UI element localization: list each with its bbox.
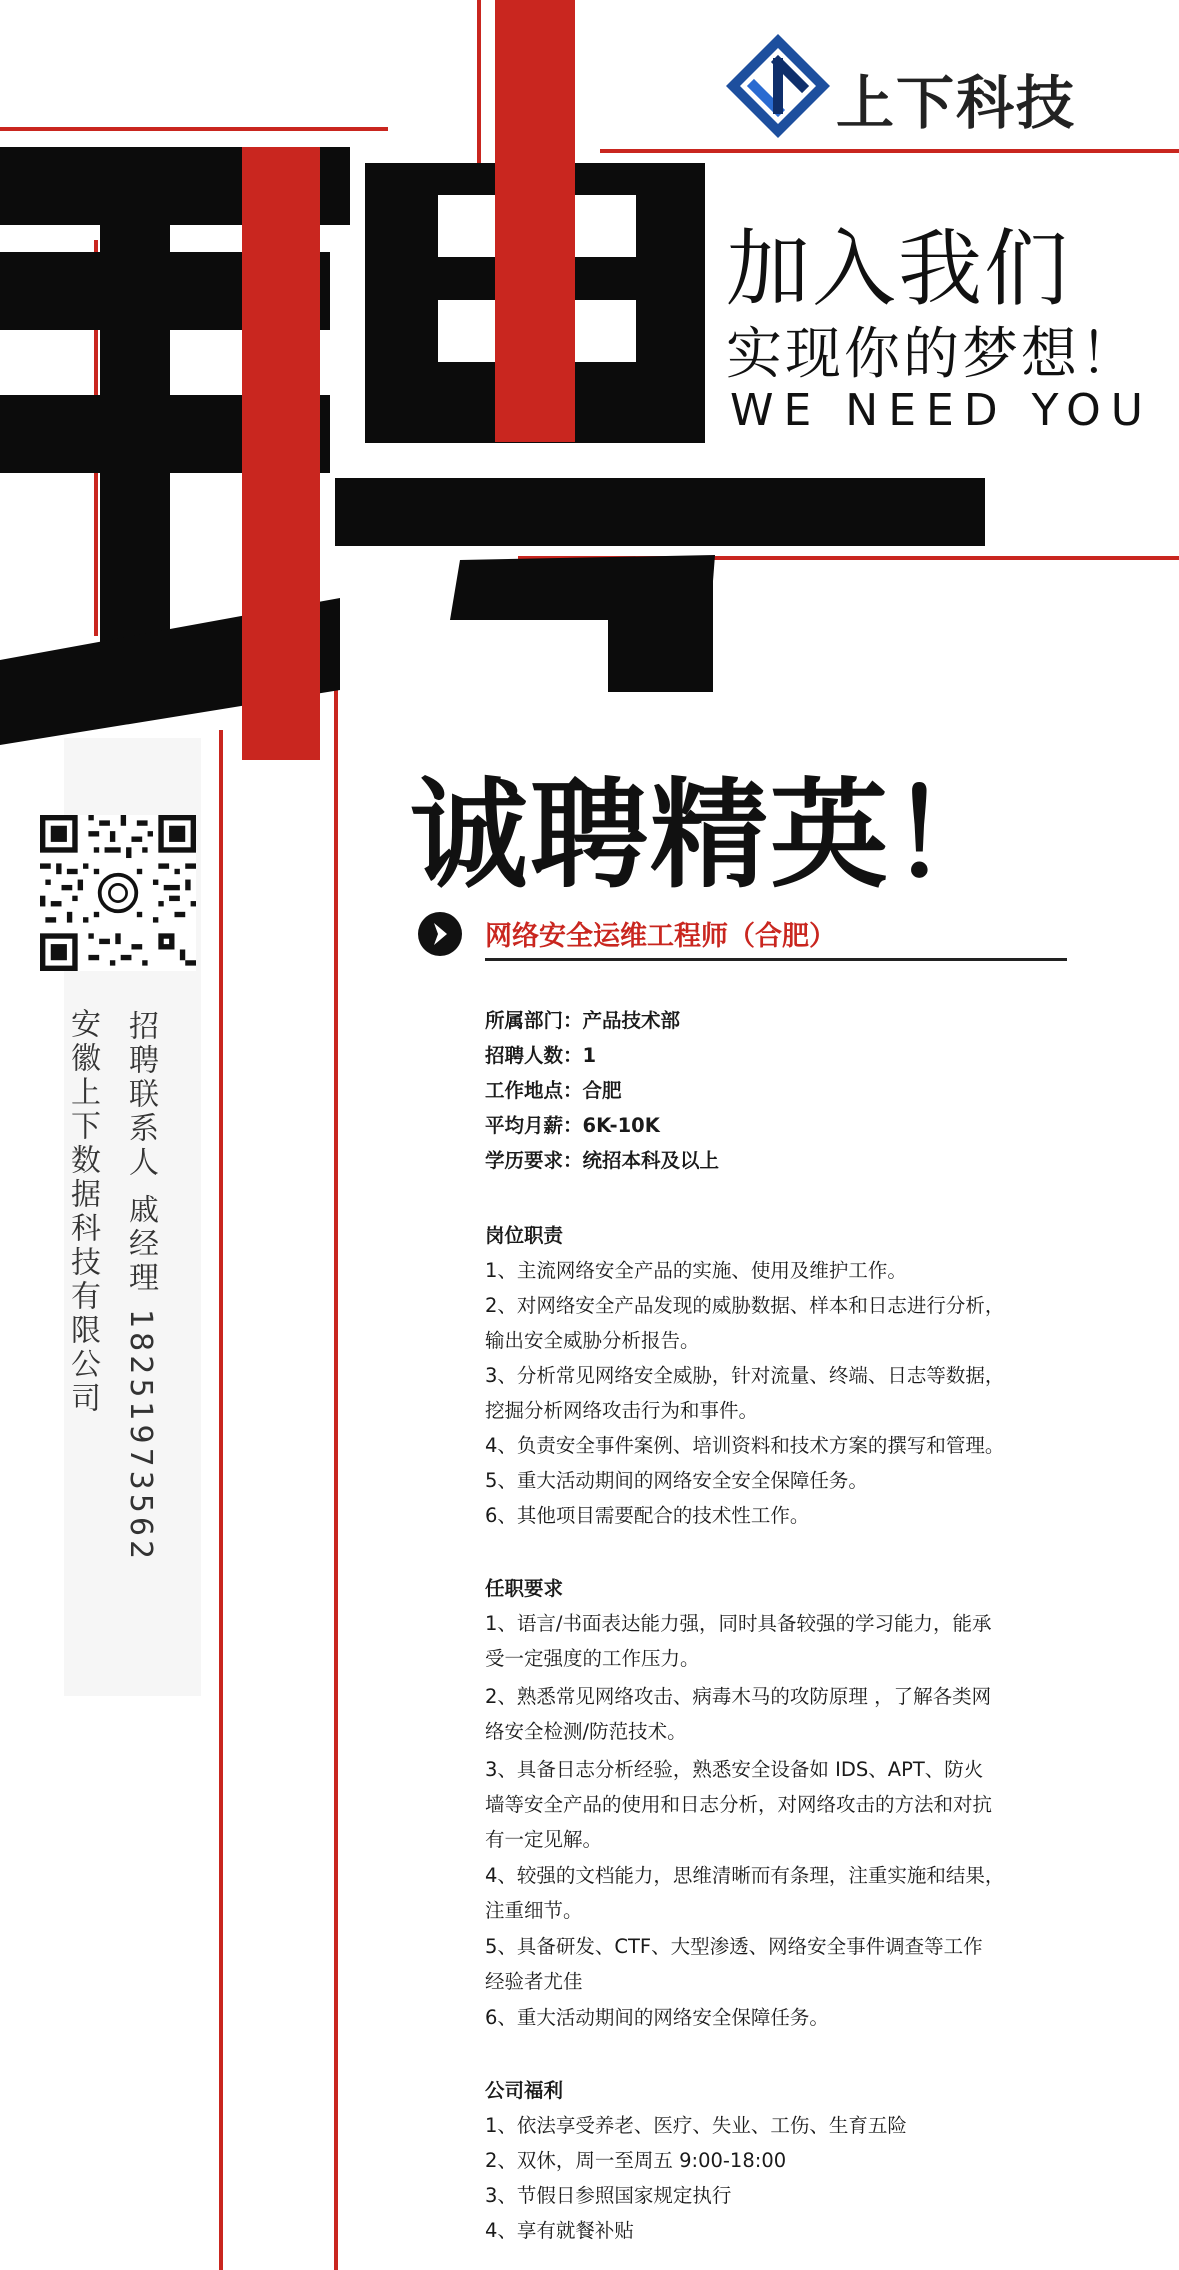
red-line-right-of-bar: [334, 680, 338, 2270]
requirements-line: 络安全检测/防范技术。: [485, 1720, 687, 1743]
info-headcount: 招聘人数：1: [485, 1044, 597, 1067]
requirements-heading: 任职要求: [485, 1577, 564, 1600]
requirements-line: 受一定强度的工作压力。: [485, 1647, 700, 1670]
benefits-line: 3、节假日参照国家规定执行: [485, 2184, 732, 2207]
requirements-line: 经验者尤佳: [485, 1970, 583, 1993]
requirements-line: 注重细节。: [485, 1899, 583, 1922]
position-title: 网络安全运维工程师（合肥）: [485, 921, 836, 952]
duties-line: 3、分析常见网络安全威胁，针对流量、终端、日志等数据，: [485, 1364, 1005, 1387]
logo-mark-icon: [726, 34, 830, 138]
info-location: 工作地点：合肥: [485, 1079, 622, 1102]
duties-line: 6、其他项目需要配合的技术性工作。: [485, 1504, 810, 1527]
benefits-heading: 公司福利: [485, 2079, 564, 2102]
duties-line: 输出安全威胁分析报告。: [485, 1329, 700, 1352]
slogan-we-need-you: WE NEED YOU: [730, 385, 1153, 436]
requirements-line: 4、较强的文档能力，思维清晰而有条理，注重实施和结果，: [485, 1864, 1005, 1887]
company-full-name: 安徽上下数据科技有限公司: [65, 1008, 100, 1416]
requirements-line: 5、具备研发、CTF、大型渗透、网络安全事件调查等工作: [485, 1935, 983, 1958]
chevron-right-icon: [418, 912, 462, 956]
requirements-line: 2、熟悉常见网络攻击、病毒木马的攻防原理 ，了解各类网: [485, 1685, 992, 1708]
duties-line: 挖掘分析网络攻击行为和事件。: [485, 1399, 759, 1422]
duties-line: 4、负责安全事件案例、培训资料和技术方案的撰写和管理。: [485, 1434, 1005, 1457]
title-divider: [485, 958, 1067, 961]
info-salary: 平均月薪：6K-10K: [485, 1114, 660, 1137]
requirements-line: 有一定见解。: [485, 1828, 603, 1851]
company-logo: [726, 28, 1086, 143]
requirements-line: 3、具备日志分析经验，熟悉安全设备如 IDS、APT、防火: [485, 1758, 984, 1781]
qr-code-icon: [40, 815, 196, 971]
info-department: 所属部门：产品技术部: [485, 1009, 681, 1032]
contact-person-line: 招聘联系人 戚经理 18251973562: [123, 1010, 158, 1564]
slogan-realize-dream: 实现你的梦想！: [726, 322, 1139, 387]
requirements-line: 1、语言/书面表达能力强，同时具备较强的学习能力，能承: [485, 1612, 992, 1635]
info-education: 学历要求：统招本科及以上: [485, 1149, 720, 1172]
benefits-line: 1、依法享受养老、医疗、失业、工伤、生育五险: [485, 2114, 907, 2137]
red-line-near-bar: [219, 730, 223, 2270]
brand-name: 上下科技: [836, 69, 1077, 137]
benefits-line: 2、双休，周一至周五 9:00-18:00: [485, 2149, 787, 2172]
requirements-line: 墙等安全产品的使用和日志分析，对网络攻击的方法和对抗: [485, 1793, 993, 1816]
duties-heading: 岗位职责: [485, 1224, 564, 1247]
requirements-line: 6、重大活动期间的网络安全保障任务。: [485, 2006, 829, 2029]
benefits-line: 4、享有就餐补贴: [485, 2219, 634, 2242]
headline-hiring: 诚聘精英！: [410, 766, 1011, 904]
duties-line: 2、对网络安全产品发现的威胁数据、样本和日志进行分析，: [485, 1294, 1005, 1317]
duties-line: 1、主流网络安全产品的实施、使用及维护工作。: [485, 1259, 907, 1282]
slogan-join-us: 加入我们: [726, 220, 1071, 318]
duties-line: 5、重大活动期间的网络安全安全保障任务。: [485, 1469, 868, 1492]
